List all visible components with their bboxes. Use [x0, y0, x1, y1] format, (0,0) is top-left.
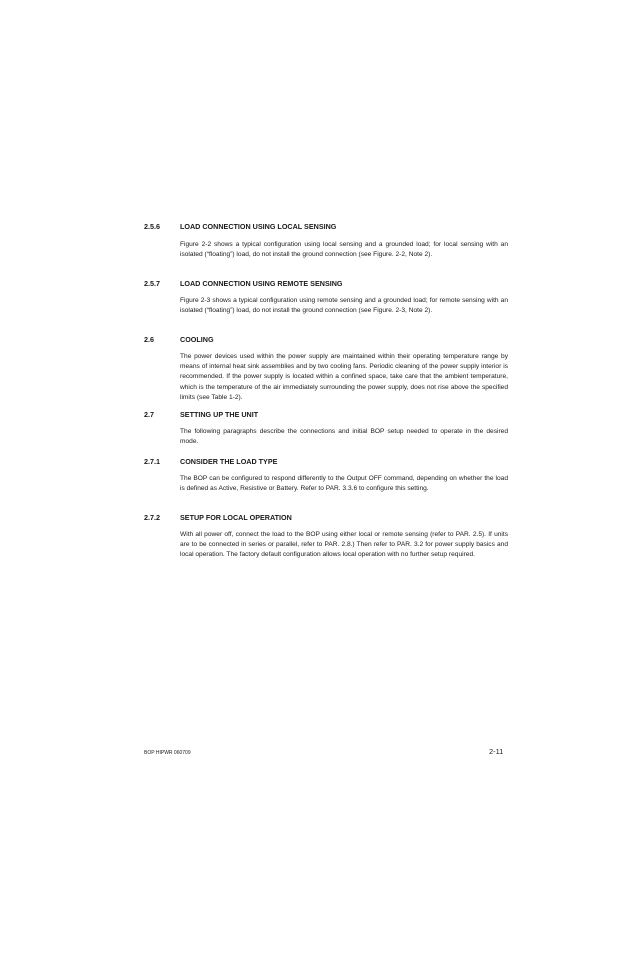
section-title: CONSIDER THE LOAD TYPE: [180, 457, 278, 466]
section-title: LOAD CONNECTION USING REMOTE SENSING: [180, 279, 343, 288]
section-title: COOLING: [180, 335, 214, 344]
footer-page-number: 2-11: [489, 747, 504, 756]
section-number: 2.5.6: [144, 222, 160, 231]
section-number: 2.7.1: [144, 457, 160, 466]
section-title: SETTING UP THE UNIT: [180, 410, 259, 419]
section-number: 2.5.7: [144, 279, 160, 288]
footer-document-id: BOP HIPWR 060709: [144, 750, 191, 756]
section-body: The BOP can be configured to respond differently to the Output OFF command, depending on whether the load is defined as Active, Resistive or Battery. Refer to PAR. 3.3.6 to configure this setting.: [180, 475, 508, 493]
section-number: 2.6: [144, 335, 154, 344]
section-number: 2.7: [144, 410, 154, 419]
section-title: SETUP FOR LOCAL OPERATION: [180, 513, 292, 522]
section-body: Figure 2-3 shows a typical configuration using remote sensing and a grounded load; for remote sensing with an isolated (“floating”) load, do not install the ground connection (see Figure. 2-3, Note 2).: [180, 297, 508, 315]
section-body: The following paragraphs describe the connections and initial BOP setup needed to operate in the desired mode.: [180, 428, 508, 446]
section-body: With all power off, connect the load to the BOP using either local or remote sensing (refer to PAR. 2.5). If units are to be connected in series or parallel, refer to PAR. 2.8.) Then refer to PAR. 3.2 for power supply basics and local operation. The factory default configuration allows local operation with no further setup required.: [180, 531, 508, 559]
section-title: LOAD CONNECTION USING LOCAL SENSING: [180, 222, 337, 231]
section-body: Figure 2-2 shows a typical configuration using local sensing and a grounded load; for local sensing with an isolated (“floating”) load, do not install the ground connection (see Figure. 2-2, Note 2).: [180, 241, 508, 259]
section-number: 2.7.2: [144, 513, 160, 522]
section-body: The power devices used within the power supply are maintained within their operating temperature range by means of internal heat sink assemblies and by two cooling fans. Periodic cleaning of the power supply interior is recommended. If the power supply is located within a confined space, take care that the ambient temperature, which is the temperature of the air immediately surrounding the power supply, does not rise above the specified limits (see Table 1-2).: [180, 353, 508, 401]
